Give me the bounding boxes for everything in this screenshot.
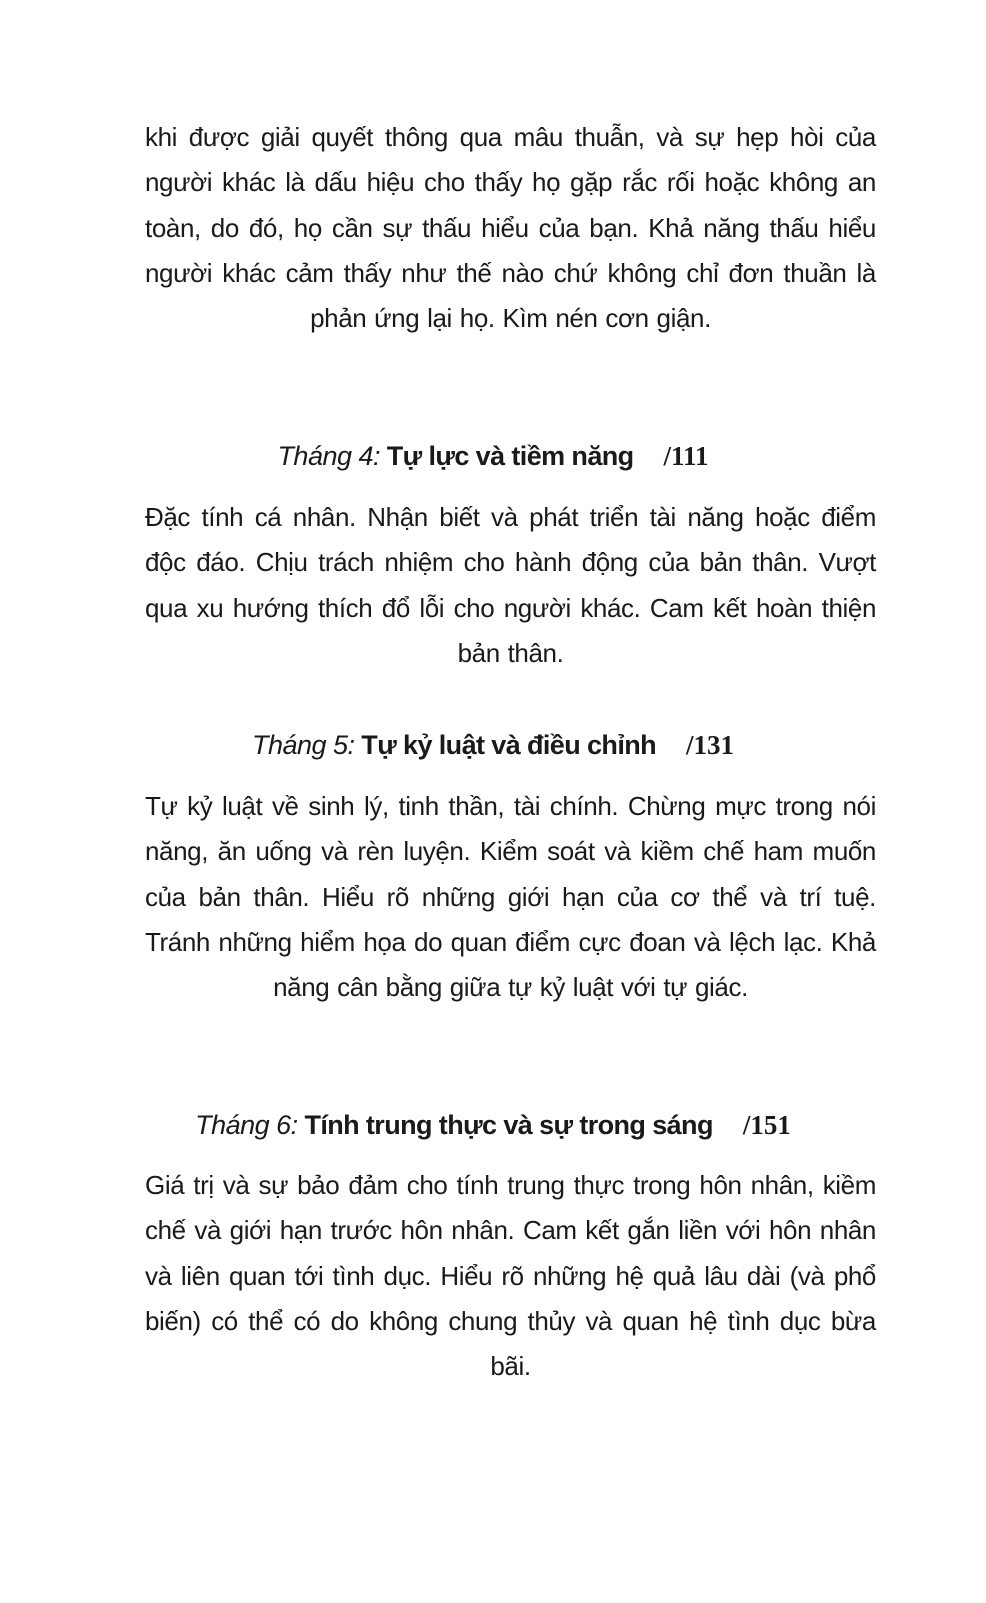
page-reference: /111 bbox=[663, 441, 709, 471]
section-heading-month-5 bbox=[0, 727, 986, 763]
intro-paragraph: khi được giải quyết thông qua mâu thuẫn, và sự hẹp hòi của người khác là dấu hiệu cho thấy họ gặp rắc rối hoặc không an toàn, do đó, họ cần sự thấu hiểu của bạn. Khả năng thấu hiểu người khác cảm thấy như thế nào chứ không chỉ đơn thuần là phản ứng lại họ. Kìm nén cơn giận. bbox=[145, 122, 876, 334]
month-label: Tháng 4: bbox=[277, 441, 381, 471]
section-heading-month-6 bbox=[0, 1107, 986, 1143]
section-title: Tự lực và tiềm năng bbox=[386, 441, 634, 471]
page-reference: /131 bbox=[686, 730, 735, 760]
section-heading-month-4 bbox=[0, 438, 986, 474]
month-label: Tháng 5: bbox=[251, 730, 355, 760]
page-reference: /151 bbox=[742, 1110, 791, 1140]
month-label: Tháng 6: bbox=[195, 1110, 298, 1140]
section-description-month-5: Tự kỷ luật về sinh lý, tinh thần, tài chính. Chừng mực trong nói năng, ăn uống và rèn luyện. Kiểm soát và kiềm chế ham muốn của bản thân. Hiểu rõ những giới hạn của cơ thể và trí tuệ. Tránh những hiểm họa do quan điểm cực đoan và lệch lạc. Khả năng cân bằng giữa tự kỷ luật với tự giác. bbox=[145, 791, 876, 1003]
section-title: Tính trung thực và sự trong sáng bbox=[304, 1110, 713, 1140]
section-description-month-4: Đặc tính cá nhân. Nhận biết và phát triển tài năng hoặc điểm độc đáo. Chịu trách nhiệm cho hành động của bản thân. Vượt qua xu hướng thích đổ lỗi cho người khác. Cam kết hoàn thiện bản thân. bbox=[145, 502, 876, 668]
section-description-month-6: Giá trị và sự bảo đảm cho tính trung thực trong hôn nhân, kiềm chế và giới hạn trước hôn nhân. Cam kết gắn liền với hôn nhân và liên quan tới tình dục. Hiểu rõ những hệ quả lâu dài (và phổ biến) có thể có do không chung thủy và quan hệ tình dục bừa bãi. bbox=[145, 1170, 876, 1382]
section-title: Tự kỷ luật và điều chỉnh bbox=[361, 730, 657, 760]
